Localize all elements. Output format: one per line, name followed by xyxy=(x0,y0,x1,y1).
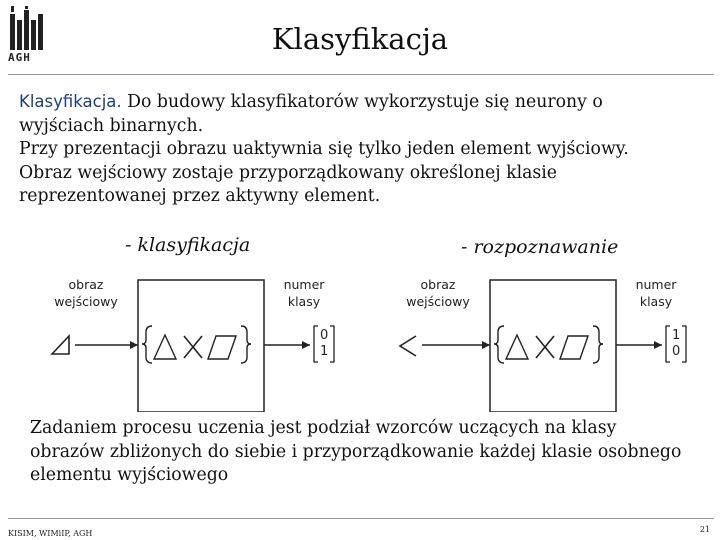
output-bit-1: 1 xyxy=(672,328,681,343)
intro-paragraph xyxy=(19,90,709,209)
intro-line-3: Przy prezentacji obrazu uaktywnia się tylko jeden element wyjściowy. xyxy=(19,139,629,159)
intro-line-4: Obraz wejściowy zostaje przyporządkowany określonej klasie xyxy=(19,162,558,183)
intro-line-5: reprezentowanej przez aktywny element. xyxy=(19,186,381,206)
intro-term: Klasyfikacja. xyxy=(19,92,122,111)
conclusion-paragraph xyxy=(30,417,710,488)
output-bit-2: 0 xyxy=(672,344,681,359)
conclusion-line-2: obrazów zbliżonych do siebie i przyporządkowanie każdej klasie osobnego xyxy=(30,441,682,462)
classification-diagram xyxy=(42,262,338,412)
intro-line-2: wyjściach binarnych. xyxy=(19,115,204,136)
logo-text: AGH xyxy=(8,51,31,64)
intro-line-1: Klasyfikacja. Do budowy klasyfikatorów wykorzystuje się neurony o xyxy=(19,92,603,112)
footer-divider xyxy=(8,518,714,519)
caption-classification: - klasyfikacja xyxy=(125,234,251,256)
page-number: 21 xyxy=(699,525,710,534)
output-bit-2: 1 xyxy=(320,344,329,359)
header-divider xyxy=(8,74,714,75)
recognition-diagram xyxy=(394,262,690,412)
class-number-label: numer klasy xyxy=(283,277,325,309)
slide-title: Klasyfikacja xyxy=(271,22,449,56)
conclusion-line-3: elementu wyjściowego xyxy=(30,465,229,486)
caption-recognition: - rozpoznawanie xyxy=(461,236,619,258)
input-image-label: obraz wejściowy xyxy=(406,277,470,309)
footer-affiliation: KISIM, WIMiIP, AGH xyxy=(8,529,93,538)
input-image-label: obraz wejściowy xyxy=(54,277,118,309)
class-number-label: numer klasy xyxy=(635,277,677,309)
conclusion-line-1: Zadaniem procesu uczenia jest podział wzorców uczących na klasy xyxy=(30,418,617,438)
output-bit-1: 0 xyxy=(320,328,329,343)
